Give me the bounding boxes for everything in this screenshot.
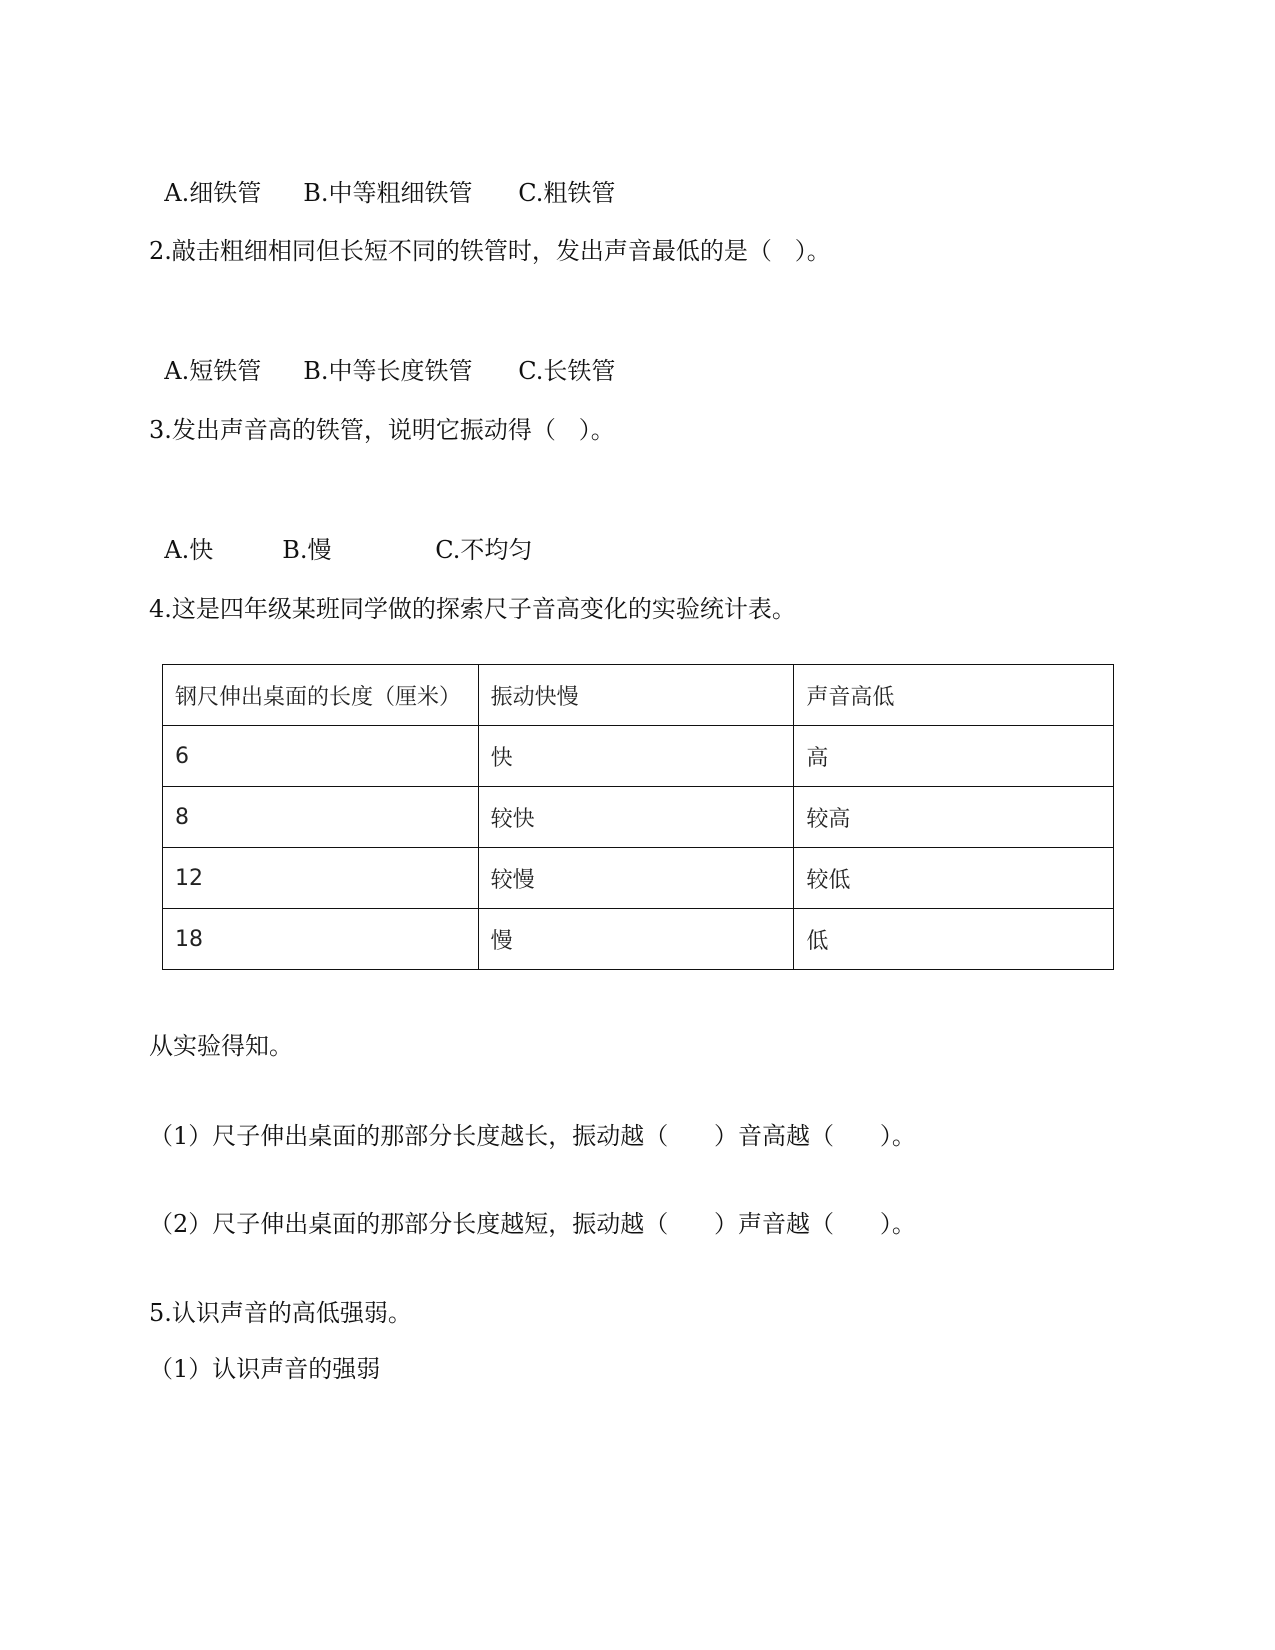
q1-options: [149, 148, 615, 208]
table-cell: 快: [478, 726, 794, 787]
q1-option-a: A.细铁管: [164, 179, 262, 207]
q3-option-c: C.不均匀: [435, 536, 533, 564]
q4-conclusion-intro: 从实验得知。: [149, 1032, 293, 1060]
table-cell: 6: [163, 726, 479, 787]
q3-options: [149, 505, 532, 565]
table-cell: 8: [163, 787, 479, 848]
q3-text: 3.发出声音高的铁管，说明它振动得（ ）。: [149, 416, 615, 444]
header-pitch: 声音高低: [794, 665, 1114, 726]
q3-option-a: A.快: [164, 536, 214, 564]
table-cell: 较低: [794, 848, 1114, 909]
table-row: [163, 726, 1114, 787]
header-vibration: 振动快慢: [478, 665, 794, 726]
table-cell: 较高: [794, 787, 1114, 848]
table-cell: 较慢: [478, 848, 794, 909]
table-cell: 高: [794, 726, 1114, 787]
q5-sub-question-1: （1）认识声音的强弱: [149, 1355, 381, 1383]
q2-options: [149, 326, 615, 386]
q5-text: 5.认识声音的高低强弱。: [149, 1299, 412, 1327]
table-row: [163, 848, 1114, 909]
q1-option-c: C.粗铁管: [518, 179, 616, 207]
q2-option-c: C.长铁管: [518, 357, 616, 385]
header-length: 钢尺伸出桌面的长度（厘米）: [163, 665, 479, 726]
q1-option-b: B.中等粗细铁管: [303, 179, 473, 207]
experiment-table: [162, 664, 1114, 970]
table-header-row: [163, 665, 1114, 726]
table-cell: 低: [794, 909, 1114, 970]
table-cell: 较快: [478, 787, 794, 848]
q4-sub-question-2: （2）尺子伸出桌面的那部分长度越短，振动越（ ）声音越（ ）。: [149, 1210, 916, 1238]
table-row: [163, 787, 1114, 848]
q2-option-a: A.短铁管: [164, 357, 262, 385]
q3-option-b: B.慢: [282, 536, 332, 564]
table-cell: 18: [163, 909, 479, 970]
table-row: [163, 909, 1114, 970]
q4-text: 4.这是四年级某班同学做的探索尺子音高变化的实验统计表。: [149, 595, 796, 623]
q2-option-b: B.中等长度铁管: [303, 357, 473, 385]
q4-sub-question-1: （1）尺子伸出桌面的那部分长度越长，振动越（ ）音高越（ ）。: [149, 1122, 916, 1150]
table-cell: 12: [163, 848, 479, 909]
table-cell: 慢: [478, 909, 794, 970]
q2-text: 2.敲击粗细相同但长短不同的铁管时，发出声音最低的是（ ）。: [149, 237, 831, 265]
